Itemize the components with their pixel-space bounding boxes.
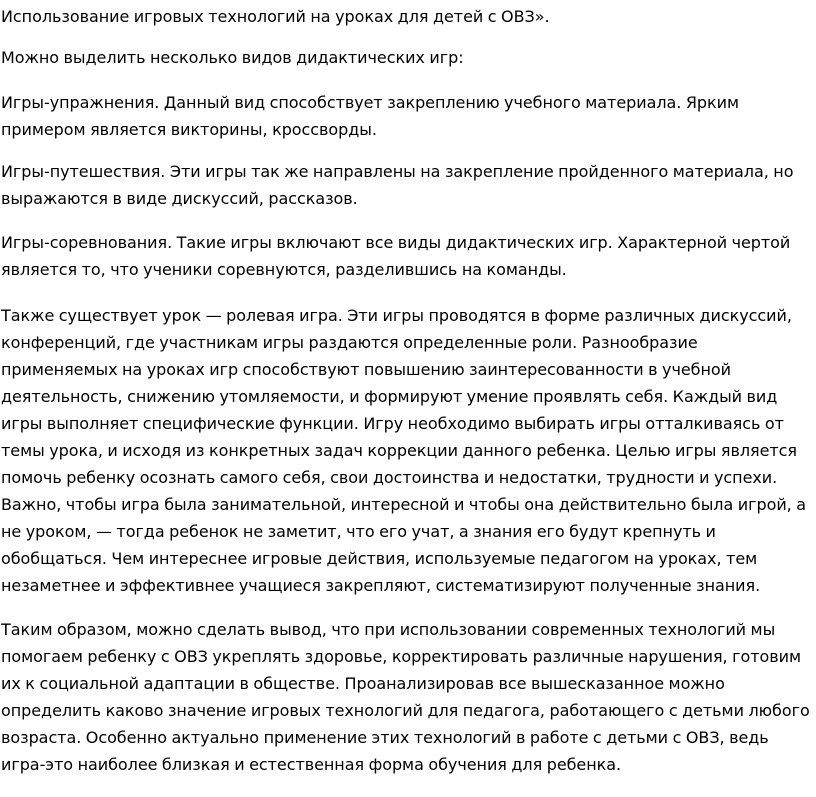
paragraph-competition-games: Игры-соревнования. Такие игры включают все виды дидактических игр. Характерной чертой является то, что ученики соревнуются, разделившись на команды. (1, 233, 791, 279)
paragraph-conclusion: Таким образом, можно сделать вывод, что при использовании современных технологий мы помогаем ребенку с ОВЗ укреплять здоровье, корректировать различные нарушения, готовим их к социальной адаптации в обществе. Проанализировав все вышесказанное можно определить каково значение игровых технологий для педагога, работающего с детьми любого возраста. Особенно актуально применение этих технологий в работе с детьми с ОВЗ, ведь игра-это наиболее близкая и естественная форма обучения для ребенка. (1, 620, 810, 774)
paragraph-travel-games: Игры-путешествия. Эти игры так же направлены на закрепление пройденного материала, но выражаются в виде дискуссий, рассказов. (1, 162, 794, 208)
paragraph-exercise-games: Игры-упражнения. Данный вид способствует закреплению учебного материала. Ярким примером является викторины, кроссворды. (1, 93, 739, 139)
paragraph-title: Использование игровых технологий на уроках для детей с ОВЗ». (1, 7, 550, 26)
paragraph-role-play: Также существует урок — ролевая игра. Эти игры проводятся в форме различных дискуссий, конференций, где участникам игры раздаются определенные роли. Разнообразие применяемых на уроках игр способствуют повышению заинтересованности в учебной деятельность, снижению утомляемости, и формируют умение проявлять себя. Каждый вид игры выполняет специфические функции. Игру необходимо выбирать игры отталкиваясь от темы урока, и исходя из конкретных задач коррекции данного ребенка. Целью игры является помочь ребенку осознать самого себя, свои достоинства и недостатки, трудности и успехи. Важно, чтобы игра была занимательной, интересной и чтобы она действительно была игрой, а не уроком, — тогда ребенок не заметит, что его учат, а знания его будут крепнуть и обобщаться. Чем интереснее игровые действия, используемые педагогом на уроках, тем незаметнее и эффективнее учащиеся закрепляют, систематизируют полученные знания. (1, 306, 806, 595)
paragraph-intro: Можно выделить несколько видов дидактических игр: (1, 48, 464, 67)
